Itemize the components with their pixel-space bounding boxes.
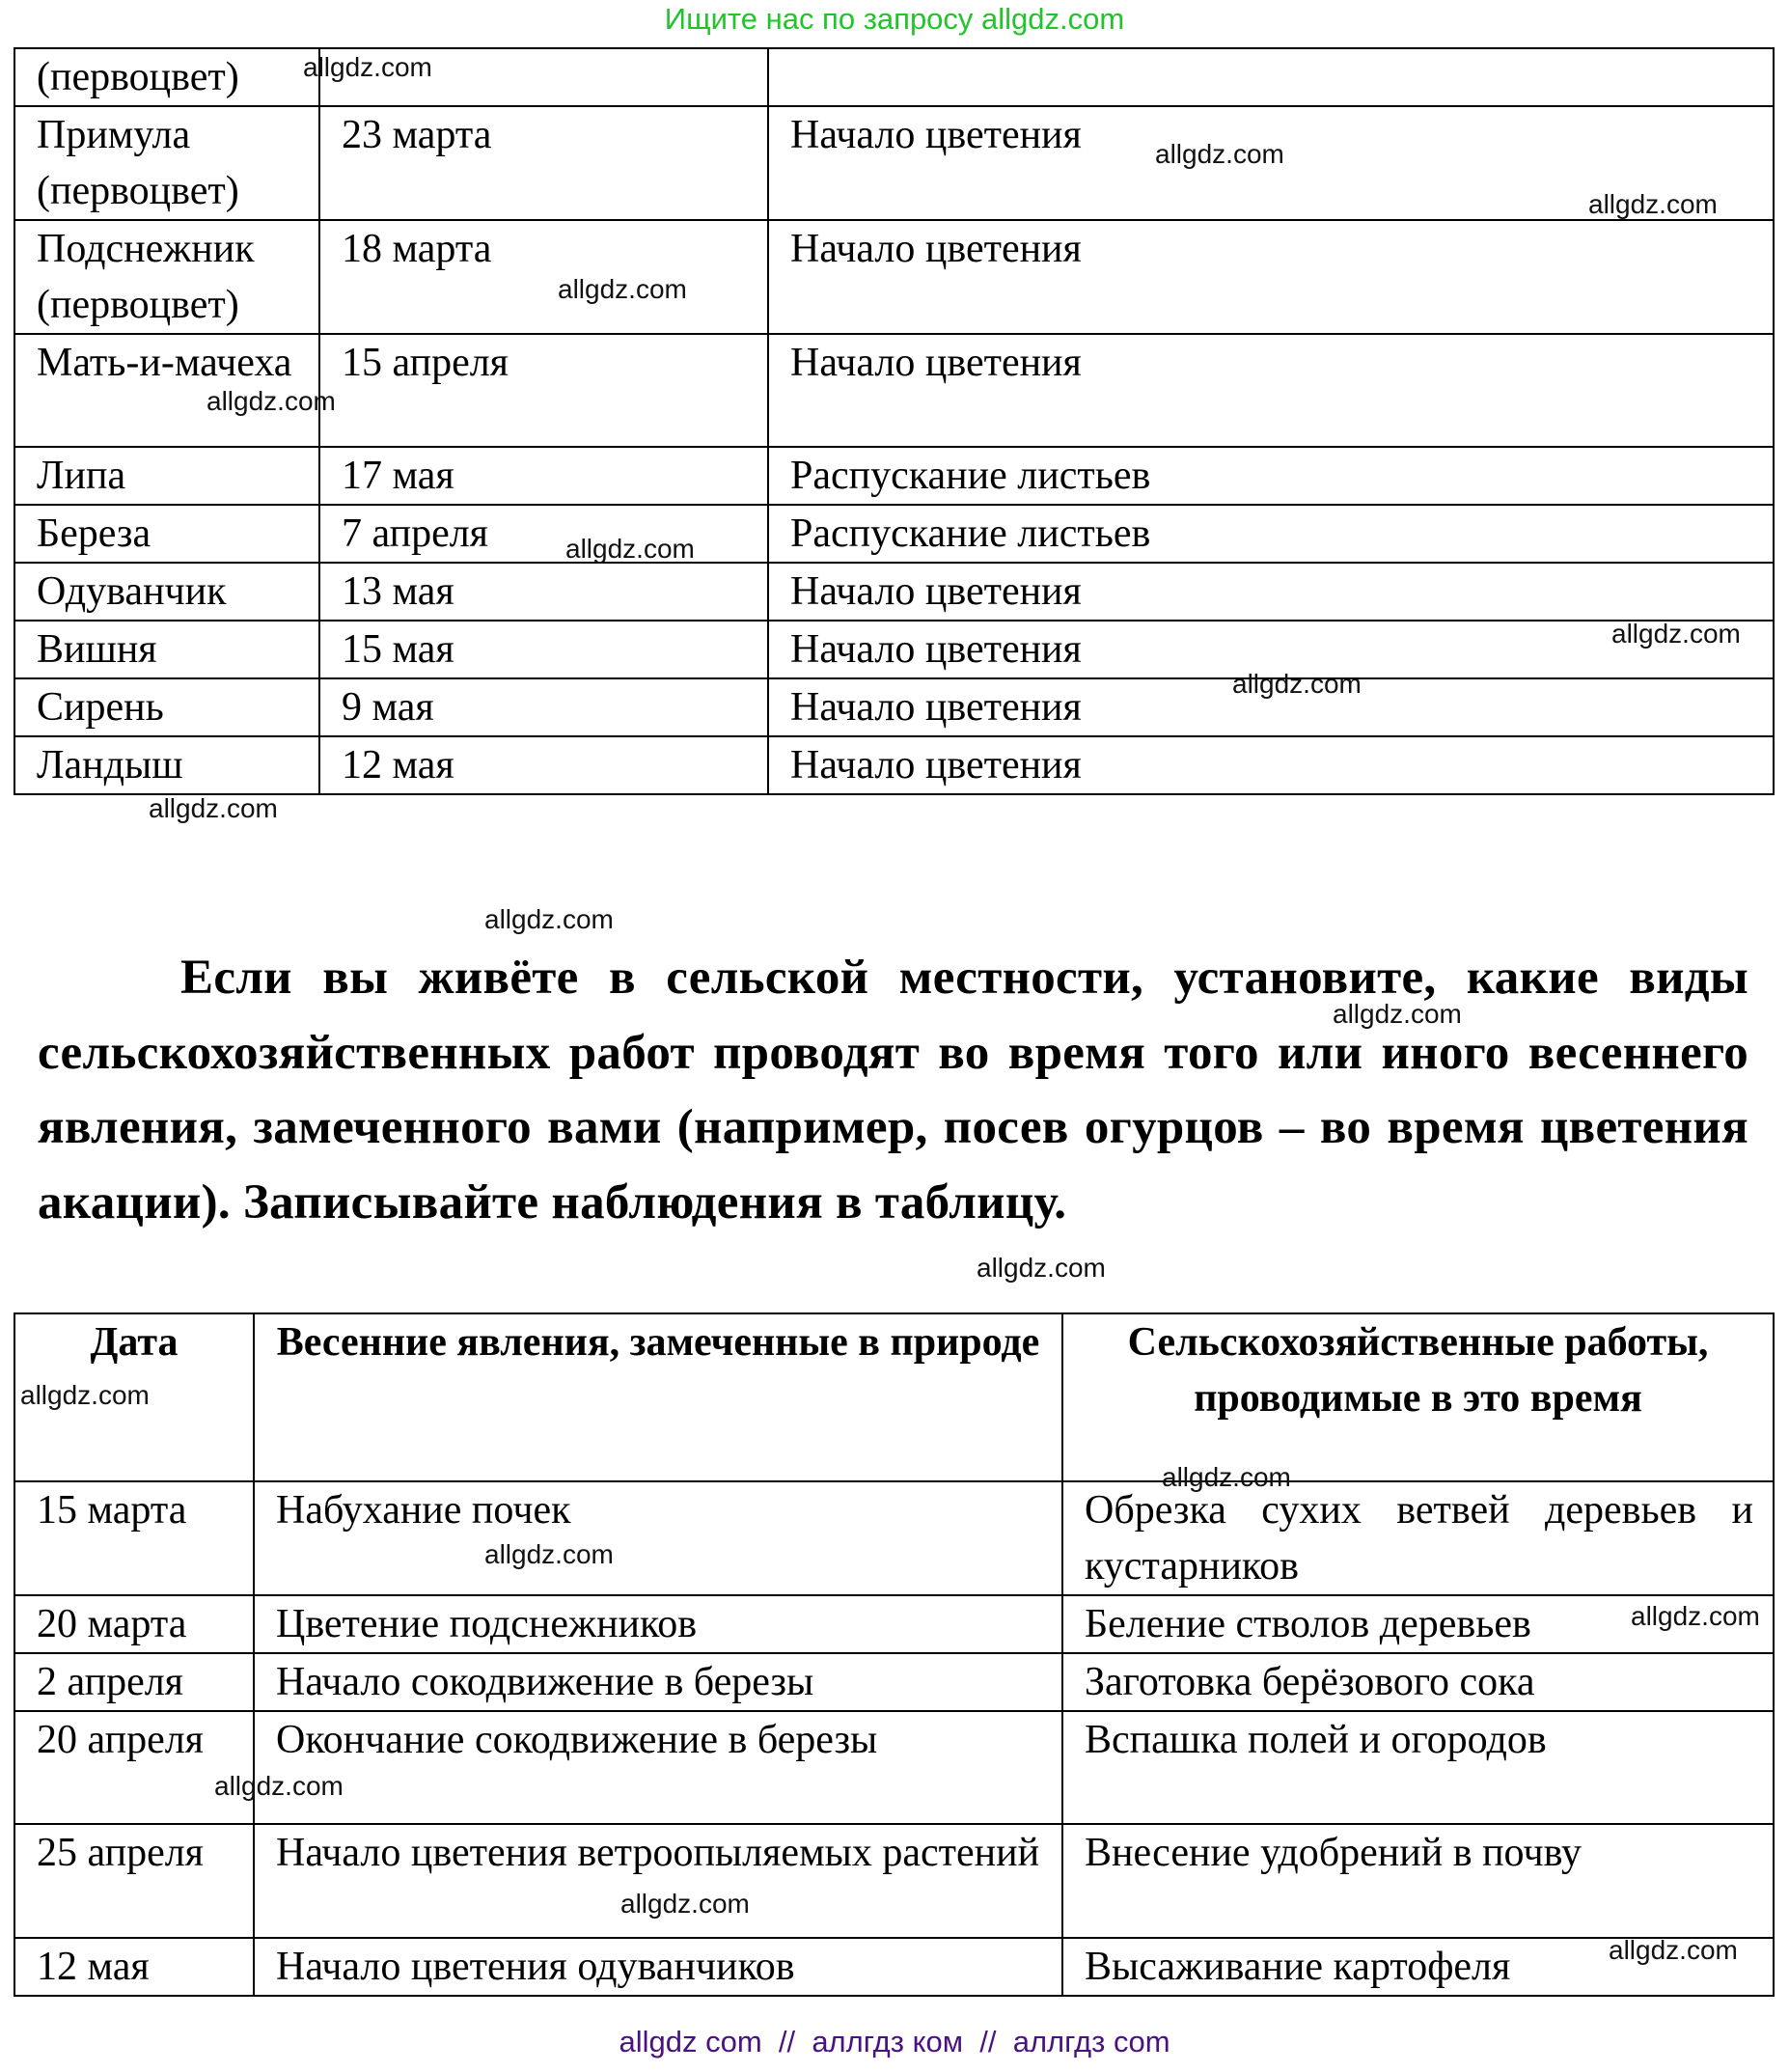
watermark: allgdz.com (214, 1771, 344, 1801)
watermark: allgdz.com (303, 52, 432, 82)
table-row (14, 621, 1774, 678)
phenomenon-cell: Распускание листьев (768, 505, 1774, 563)
table-row (14, 1711, 1774, 1824)
phenomenon-cell: Начало цветения (768, 621, 1774, 678)
work-cell: Внесение удобрений в почву (1062, 1824, 1774, 1938)
date-cell: 12 мая (14, 1938, 254, 1996)
phenomenon-cell: Распускание листьев (768, 447, 1774, 505)
table-row (14, 1481, 1774, 1595)
footer-links: allgdz com // аллгдз ком // аллгдз com (619, 2025, 1170, 2058)
date-cell: 2 апреля (14, 1653, 254, 1711)
watermark: allgdz.com (1333, 999, 1462, 1029)
date-cell: 15 апреля (319, 334, 768, 447)
watermark: allgdz.com (1232, 669, 1362, 699)
table-row (14, 447, 1774, 505)
date-cell: 7 апреля (319, 505, 768, 563)
search-banner: Ищите нас по запросу allgdz.com (664, 2, 1125, 36)
column-header-phenomena: Весенние явления, замеченные в природе (254, 1313, 1062, 1481)
task-paragraph: Если вы живёте в сельской местности, установите, какие виды сельскохозяйственных работ проводят во время того или иного весеннего явления, замеченного вами (например, посев огурцов – во время цветения акации). Записывайте наблюдения в таблицу. (38, 951, 1748, 1229)
date-cell: 15 мая (319, 621, 768, 678)
column-header-works: Сельскохозяйственные работы, проводимые в это время (1062, 1313, 1774, 1481)
phenomenon-cell: Начало цветения одуванчиков (254, 1938, 1062, 1996)
table-row (14, 505, 1774, 563)
plant-cell: (первоцвет) (14, 48, 319, 106)
work-cell: Высаживание картофеля (1062, 1938, 1774, 1996)
work-cell: Вспашка полей и огородов (1062, 1711, 1774, 1824)
phenomenon-cell: Начало цветения (768, 563, 1774, 621)
work-cell: Беление стволов деревьев (1062, 1595, 1774, 1653)
table-row (14, 48, 1774, 106)
plant-cell: Ландыш (14, 736, 319, 794)
plant-cell: Вишня (14, 621, 319, 678)
plant-cell: Подснежник (первоцвет) (14, 220, 319, 334)
date-cell: 25 апреля (14, 1824, 254, 1938)
date-cell: 18 марта (319, 220, 768, 334)
watermark: allgdz.com (1611, 619, 1741, 649)
table-row (14, 736, 1774, 794)
date-cell: 9 мая (319, 678, 768, 736)
agriculture-table (14, 1312, 1775, 1997)
plant-cell: Липа (14, 447, 319, 505)
phenomenon-cell: Цветение подснежников (254, 1595, 1062, 1653)
table-row (14, 678, 1774, 736)
phenomenon-cell (768, 48, 1774, 106)
watermark: allgdz.com (484, 1539, 614, 1569)
table-row (14, 1653, 1774, 1711)
work-cell: Обрезка сухих ветвей деревьев и кустарников (1062, 1481, 1774, 1595)
phenomenon-cell: Начало цветения (768, 678, 1774, 736)
table-row (14, 1595, 1774, 1653)
date-cell: 13 мая (319, 563, 768, 621)
date-cell: 23 марта (319, 106, 768, 220)
phenomenon-cell: Начало цветения ветроопыляемых растений (254, 1824, 1062, 1938)
date-cell: 15 марта (14, 1481, 254, 1595)
watermark: allgdz.com (565, 534, 695, 564)
phenomenon-cell: Начало сокодвижение в березы (254, 1653, 1062, 1711)
watermark: allgdz.com (20, 1380, 150, 1410)
work-cell: Заготовка берёзового сока (1062, 1653, 1774, 1711)
phenomenon-cell: Окончание сокодвижение в березы (254, 1711, 1062, 1824)
watermark: allgdz.com (1609, 1935, 1738, 1965)
plant-cell: Одуванчик (14, 563, 319, 621)
table-row (14, 220, 1774, 334)
column-header-date: Дата (14, 1313, 254, 1481)
watermark: allgdz.com (206, 386, 336, 416)
watermark: allgdz.com (1631, 1601, 1760, 1631)
phenomenon-cell: Начало цветения (768, 106, 1774, 220)
table-row (14, 1824, 1774, 1938)
watermark: allgdz.com (558, 274, 687, 304)
watermark: allgdz.com (1155, 139, 1284, 169)
watermark: allgdz.com (149, 793, 278, 823)
date-cell: 17 мая (319, 447, 768, 505)
plant-cell: Береза (14, 505, 319, 563)
watermark: allgdz.com (1162, 1462, 1291, 1492)
table-row (14, 563, 1774, 621)
watermark: allgdz.com (977, 1253, 1106, 1283)
table-row (14, 1938, 1774, 1996)
phenomenon-cell: Набухание почек (254, 1481, 1062, 1595)
phenomenon-cell: Начало цветения (768, 220, 1774, 334)
watermark: allgdz.com (484, 904, 614, 934)
phenology-table (14, 47, 1775, 795)
date-cell: 20 марта (14, 1595, 254, 1653)
watermark: allgdz.com (1588, 189, 1718, 219)
date-cell: 12 мая (319, 736, 768, 794)
plant-cell: Примула (первоцвет) (14, 106, 319, 220)
table-header-row (14, 1313, 1774, 1481)
phenomenon-cell: Начало цветения (768, 736, 1774, 794)
table-row (14, 106, 1774, 220)
watermark: allgdz.com (620, 1889, 750, 1919)
plant-cell: Мать-и-мачеха (14, 334, 319, 447)
phenomenon-cell: Начало цветения (768, 334, 1774, 447)
plant-cell: Сирень (14, 678, 319, 736)
date-cell: 20 апреля (14, 1711, 254, 1824)
